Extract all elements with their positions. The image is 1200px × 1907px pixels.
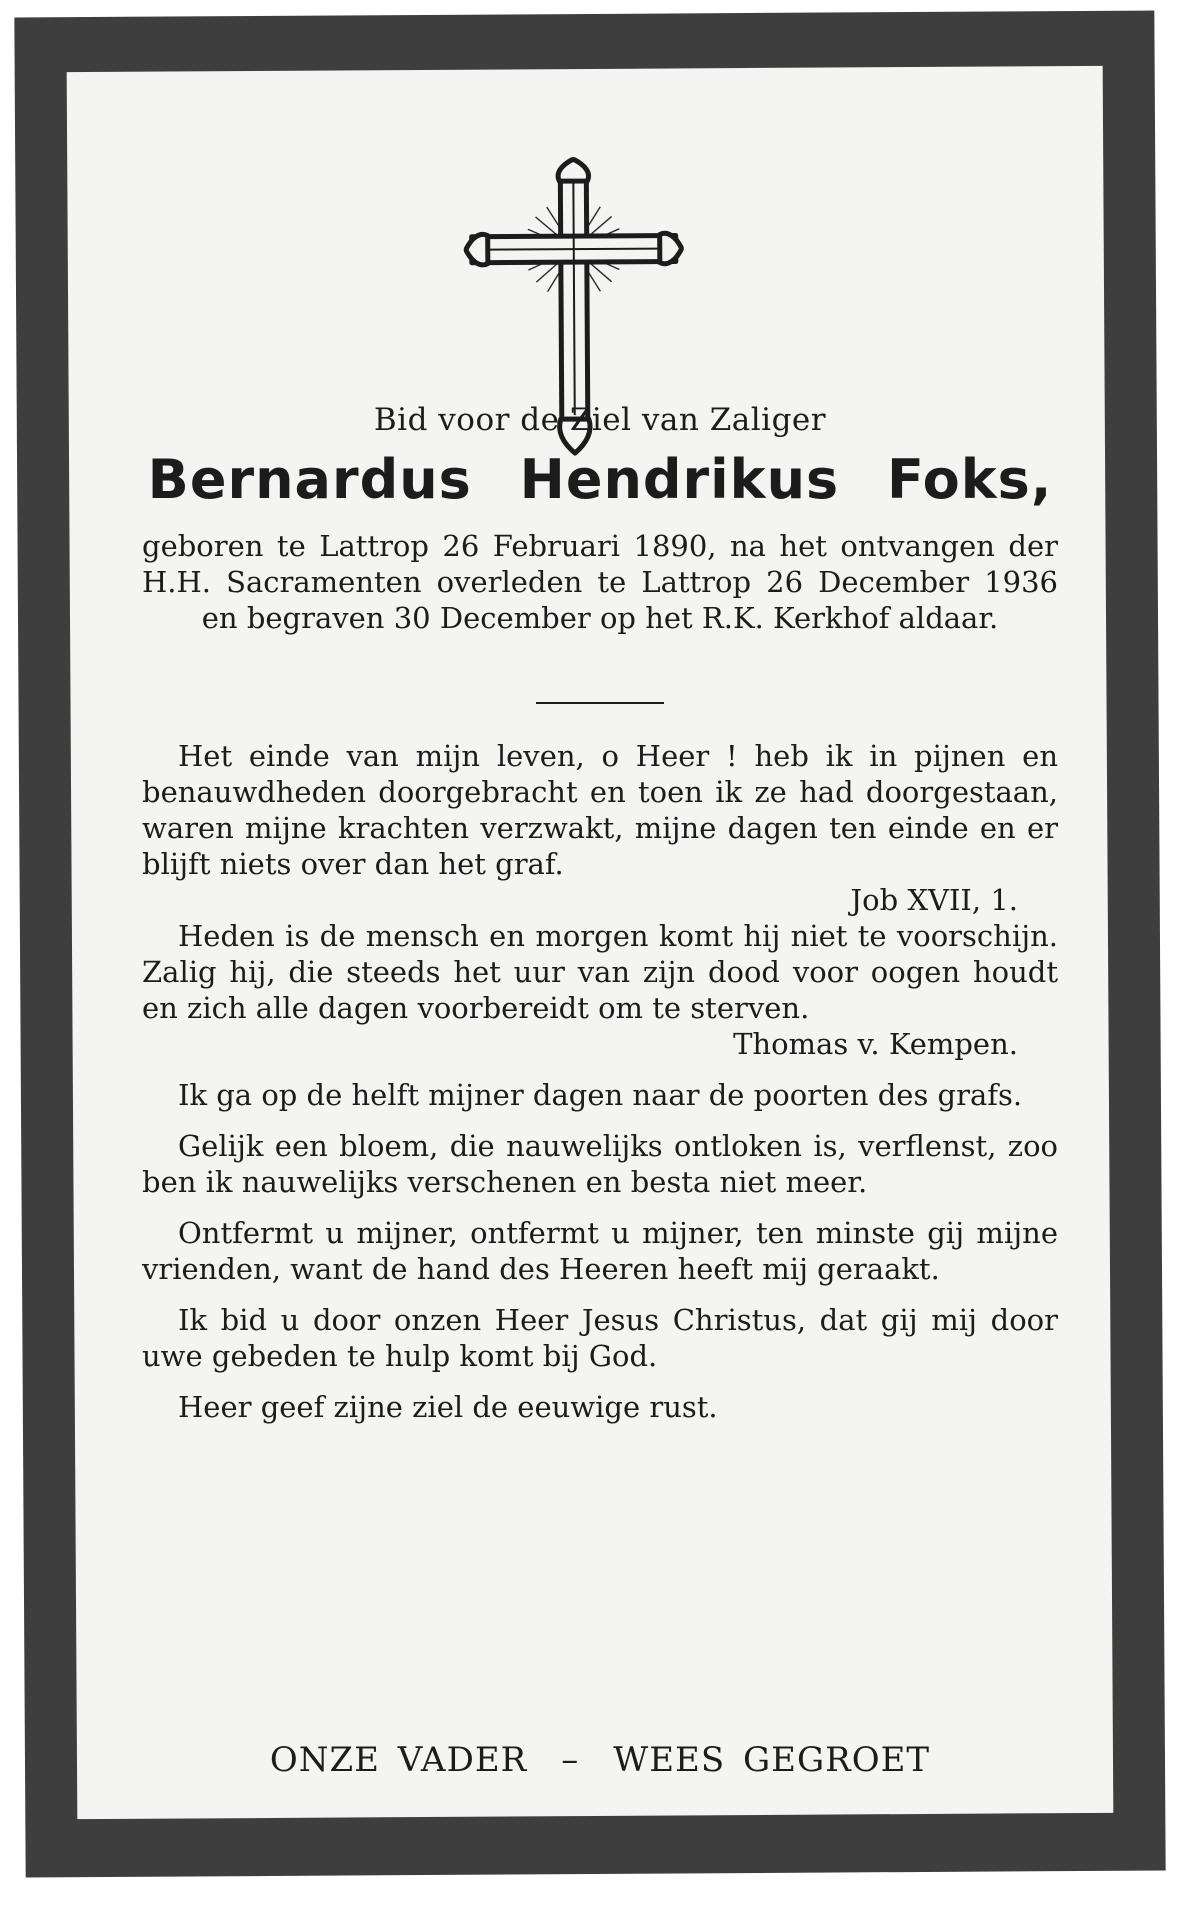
prayer-heading: Bid voor de Ziel van Zaliger: [373, 402, 827, 438]
biography: geboren te Lattrop 26 Februari 1890, na het ontvangen der H.H. Sacramenten overleden te Lattrop 26 December 1936 en begraven 30 December op het R.K. Kerkhof aldaar.: [142, 529, 1058, 635]
passage-3: Ik ga op de helft mijner dagen naar de poorten des grafs.: [178, 1078, 1023, 1112]
prayer-passages: [142, 738, 1058, 1425]
passage-4: Gelijk een bloem, die nauwelijks ontloken is, verflenst, zoo ben ik nauwelijks verschenen en besta niet meer.: [142, 1129, 1058, 1199]
deceased-name: Bernardus Hendrikus Foks,: [147, 448, 1053, 511]
passage-5: Ontfermt u mijner, ontfermt u mijner, ten minste gij mijne vrienden, want de hand des Heeren heeft mij geraakt.: [142, 1216, 1058, 1286]
closing-separator: –: [561, 1740, 580, 1780]
passage-7: Heer geef zijne ziel de eeuwige rust.: [178, 1390, 718, 1424]
closing-wees-gegroet: WEES GEGROET: [613, 1740, 931, 1780]
passage-2: Heden is de mensch en morgen komt hij niet te voorschijn. Zalig hij, die steeds het uur van zijn dood voor oogen houdt en zich alle dagen voorbereidt om te sterven.: [142, 919, 1058, 1025]
passage-1: Het einde van mijn leven, o Heer ! heb ik in pijnen en benauwdheden doorgebracht en toen ik ze had doorgestaan, waren mijne krachten verzwakt, mijne dagen ten einde en er blijft niets over dan het graf.: [142, 739, 1058, 881]
closing-prayers: [142, 1740, 1058, 1780]
divider-line: [536, 702, 664, 704]
citation-2: Thomas v. Kempen.: [733, 1027, 1018, 1061]
passage-6: Ik bid u door onzen Heer Jesus Christus, dat gij mij door uwe gebeden te hulp komt bij God.: [142, 1303, 1058, 1373]
closing-onze-vader: ONZE VADER: [269, 1740, 528, 1780]
citation-1: Job XVII, 1.: [850, 883, 1018, 917]
